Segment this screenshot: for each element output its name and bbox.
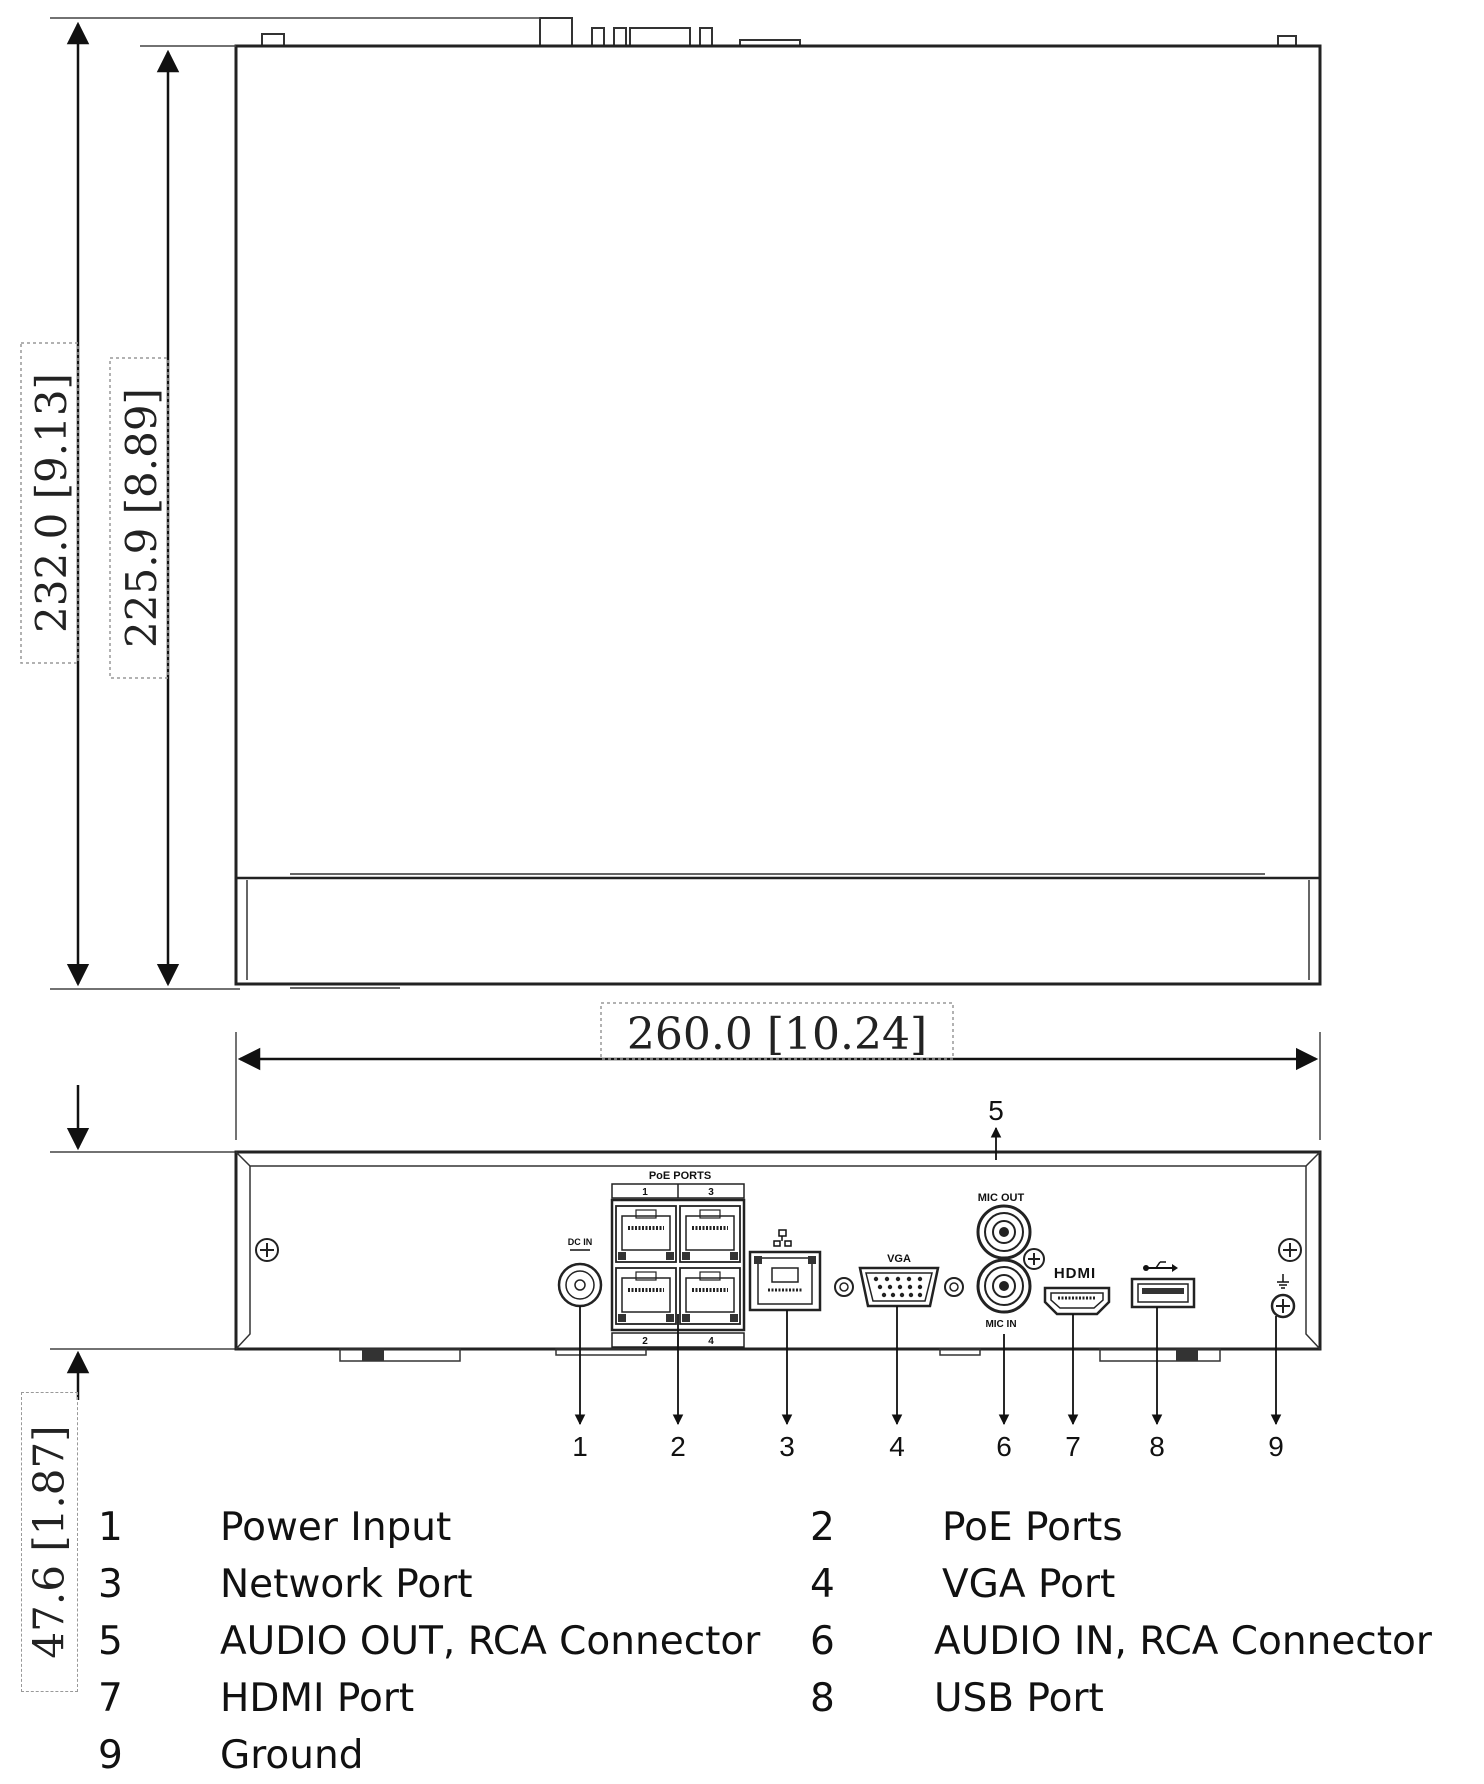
legend-label: VGA Port <box>942 1562 1116 1607</box>
dimension-depth <box>50 1085 236 1400</box>
vga-port <box>835 1253 963 1306</box>
legend-label: AUDIO OUT, RCA Connector <box>220 1619 761 1664</box>
legend-row <box>0 1500 1484 1556</box>
usb-icon <box>1143 1262 1178 1272</box>
poe-ports-label: PoE PORTS <box>648 1170 712 1182</box>
legend-num: 4 <box>810 1562 835 1607</box>
ground-icon <box>1277 1274 1289 1288</box>
hdmi-label: HDMI <box>1053 1265 1097 1282</box>
vga-pin <box>907 1277 911 1281</box>
vga-pin <box>918 1285 922 1289</box>
usb-port <box>1132 1262 1194 1307</box>
legend-label: PoE Ports <box>942 1505 1123 1550</box>
rj45-jack <box>680 1206 740 1262</box>
dc-in-label: DC IN <box>567 1237 593 1247</box>
hdmi-port <box>1045 1265 1109 1314</box>
legend-num: 9 <box>98 1733 123 1778</box>
legend-label: AUDIO IN, RCA Connector <box>934 1619 1432 1664</box>
top-view <box>236 18 1320 988</box>
right-screw-icon <box>1279 1239 1301 1261</box>
callout-8: 8 <box>1149 1431 1165 1462</box>
vga-pin <box>918 1293 922 1297</box>
callout-3: 3 <box>779 1431 795 1462</box>
poe-top-3: 3 <box>708 1187 714 1198</box>
legend-num: 2 <box>810 1505 835 1550</box>
vga-pin <box>878 1285 882 1289</box>
callout-6: 6 <box>996 1431 1012 1462</box>
vga-pin <box>896 1277 900 1281</box>
vga-pin <box>909 1293 913 1297</box>
height-body-label: 225.9 [8.89] <box>117 388 166 648</box>
center-screw-icon <box>1024 1249 1044 1269</box>
callout-1: 1 <box>572 1431 588 1462</box>
legend-label: Ground <box>220 1733 364 1778</box>
legend-num: 6 <box>810 1619 835 1664</box>
poe-top-1: 1 <box>642 1187 648 1198</box>
vga-pin <box>918 1277 922 1281</box>
legend-num: 8 <box>810 1676 835 1721</box>
height-total-label: 232.0 [9.13] <box>27 373 76 633</box>
legend-row <box>0 1557 1484 1613</box>
mic-in-rca <box>978 1260 1030 1330</box>
rj45-jack <box>680 1268 740 1324</box>
width-label: 260.0 [10.24] <box>626 1009 928 1060</box>
ground-terminal <box>1272 1274 1294 1317</box>
legend-num: 3 <box>98 1562 123 1607</box>
vga-pin <box>874 1277 878 1281</box>
legend-row <box>0 1614 1484 1670</box>
rear-view <box>236 1095 1320 1462</box>
mic-out-rca <box>978 1192 1030 1258</box>
legend-num: 1 <box>98 1505 123 1550</box>
callout-4: 4 <box>889 1431 905 1462</box>
legend-row <box>0 1671 1484 1727</box>
vga-pin <box>888 1285 892 1289</box>
network-icon <box>774 1230 791 1246</box>
legend <box>0 1478 1484 1784</box>
dc-in-power-jack <box>559 1237 601 1306</box>
legend-label: Network Port <box>220 1562 473 1607</box>
dimension-height-total <box>21 18 540 989</box>
legend-num: 7 <box>98 1676 123 1721</box>
vga-pin <box>900 1293 904 1297</box>
network-port <box>750 1230 820 1310</box>
vga-pin <box>908 1285 912 1289</box>
rj45-jack <box>616 1206 676 1262</box>
dimension-width <box>236 1003 1320 1140</box>
legend-row <box>0 1728 1484 1784</box>
legend-num: 5 <box>98 1619 123 1664</box>
dimension-height-body <box>110 46 236 984</box>
legend-label: Power Input <box>220 1505 452 1550</box>
mic-in-label: MIC IN <box>985 1319 1017 1330</box>
vga-pin <box>898 1285 902 1289</box>
vga-pin <box>885 1277 889 1281</box>
legend-label: USB Port <box>934 1676 1104 1721</box>
left-screw-icon <box>256 1239 278 1261</box>
mic-out-label: MIC OUT <box>977 1192 1025 1204</box>
callout-5: 5 <box>988 1095 1004 1126</box>
callout-7: 7 <box>1065 1431 1081 1462</box>
legend-label: HDMI Port <box>220 1676 415 1721</box>
callout-2: 2 <box>670 1431 686 1462</box>
poe-bottom-4: 4 <box>708 1336 714 1347</box>
depth-dimension-label: 47.6 [1.87] <box>24 1425 74 1659</box>
vga-pin <box>882 1293 886 1297</box>
callout-9: 9 <box>1268 1431 1284 1462</box>
vga-pin <box>891 1293 895 1297</box>
rj45-jack <box>616 1268 676 1324</box>
poe-bottom-2: 2 <box>642 1336 648 1347</box>
vga-label: VGA <box>887 1253 911 1265</box>
